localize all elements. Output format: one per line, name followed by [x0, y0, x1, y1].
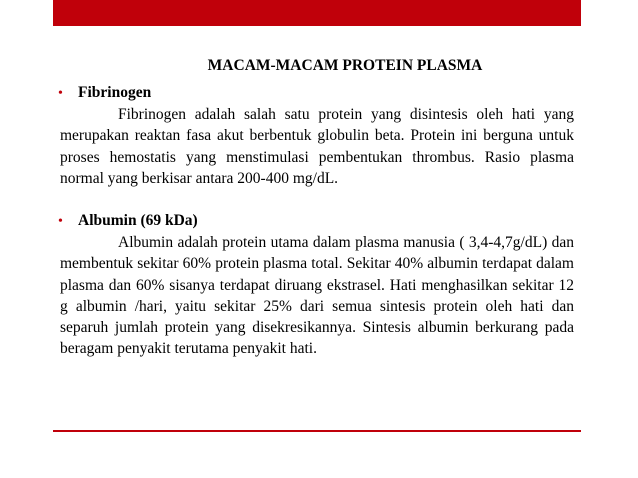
top-accent-bar [53, 0, 581, 26]
bottom-divider [53, 430, 581, 432]
bullet-heading-albumin [58, 210, 574, 232]
section-heading: Fibrinogen [78, 84, 152, 101]
bullet-heading-fibrinogen [58, 82, 574, 104]
section-heading: Albumin (69 kDa) [78, 212, 198, 230]
section-body-albumin: Albumin adalah protein utama dalam plasma manusia ( 3,4-4,7g/dL) dan membentuk sekitar 60% protein plasma total. Sekitar 40% albumin terdapat dalam plasma dan 60% sisanya terdapat diruang ekstrasel. Hati menghasilkan sekitar 12 g albumin /hari, yaitu sekitar 25% dari semua sintesis protein oleh hati dan separuh jumlah protein yang disekresikannya. Sintesis albumin berkurang pada beragam penyakit terutama penyakit hati. [60, 234, 574, 358]
slide-content [60, 82, 574, 359]
bullet-icon: • [58, 214, 63, 230]
slide-title: MACAM-MACAM PROTEIN PLASMA [207, 57, 483, 74]
bullet-icon: • [58, 86, 63, 101]
section-body-fibrinogen: Fibrinogen adalah salah satu protein yang disintesis oleh hati yang merupakan reaktan fasa akut berbentuk globulin beta. Protein ini berguna untuk proses hemostatis yang menstimulasi pembentukan thrombus. Rasio plasma normal yang berkisar antara 200-400 mg/dL. [60, 106, 574, 187]
section-spacer [60, 189, 574, 210]
